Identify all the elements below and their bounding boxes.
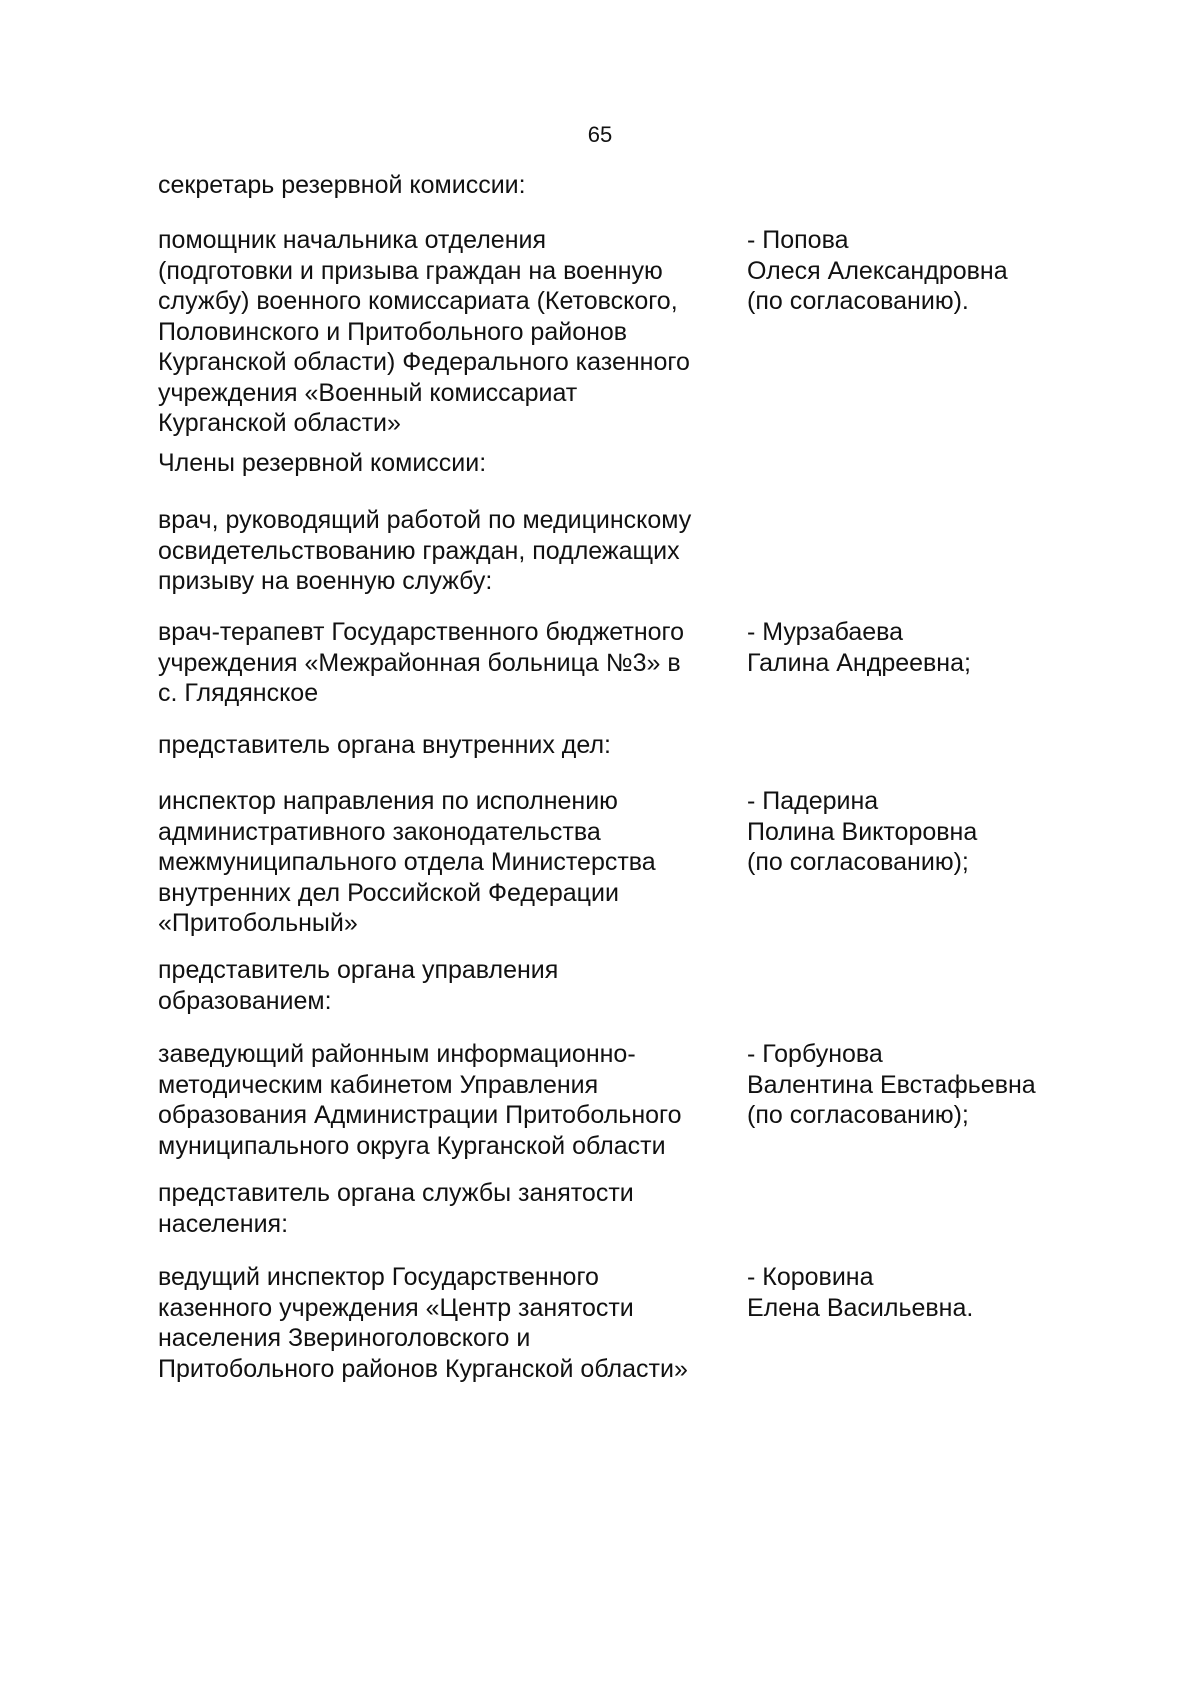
entry-doctor — [158, 617, 1158, 709]
section-heading-secretary: секретарь резервной комиссии: — [158, 171, 526, 199]
entry-employment — [158, 1262, 1158, 1384]
entry-person: - Коровина Елена Васильевна. — [747, 1263, 974, 1322]
entry-education — [158, 1039, 1158, 1161]
section-heading-education: представитель органа управления образованием: — [158, 956, 559, 1015]
entry-position: помощник начальника отделения (подготовки и призыва граждан на военную службу) военного комиссариата (Кетовского, Половинского и Притобольного районов Курганской области) Федерального казенного учреждения «Военный комиссариат Курганской области» — [158, 226, 690, 437]
entry-person: - Падерина Полина Викторовна (по согласованию); — [747, 787, 978, 876]
entry-position: врач-терапевт Государственного бюджетного учреждения «Межрайонная больница №3» в с. Глядянское — [158, 618, 685, 707]
page-number: 65 — [587, 122, 613, 147]
entry-position: инспектор направления по исполнению административного законодательства межмуниципального отдела Министерства внутренних дел Российской Федерации «Притобольный» — [158, 787, 656, 937]
section-heading-employment: представитель органа службы занятости населения: — [158, 1179, 634, 1238]
section-heading-members: Члены резервной комиссии: — [158, 449, 487, 477]
entry-secretary — [158, 225, 1158, 439]
entry-person: - Горбунова Валентина Евстафьевна (по согласованию); — [747, 1040, 1036, 1129]
entry-position: ведущий инспектор Государственного казенного учреждения «Центр занятости населения Звериноголовского и Притобольного районов Курганской области» — [158, 1263, 688, 1383]
entry-position: заведующий районным информационно- методическим кабинетом Управления образования Администрации Притобольного муниципального округа Курганской области — [158, 1040, 682, 1160]
entry-person: - Мурзабаева Галина Андреевна; — [747, 618, 971, 677]
entry-person: - Попова Олеся Александровна (по согласованию). — [747, 226, 1008, 315]
section-subheading-doctor: врач, руководящий работой по медицинскому освидетельствованию граждан, подлежащих призыву на военную службу: — [158, 506, 692, 595]
entry-internal-affairs — [158, 786, 1158, 939]
section-heading-internal-affairs: представитель органа внутренних дел: — [158, 731, 612, 759]
